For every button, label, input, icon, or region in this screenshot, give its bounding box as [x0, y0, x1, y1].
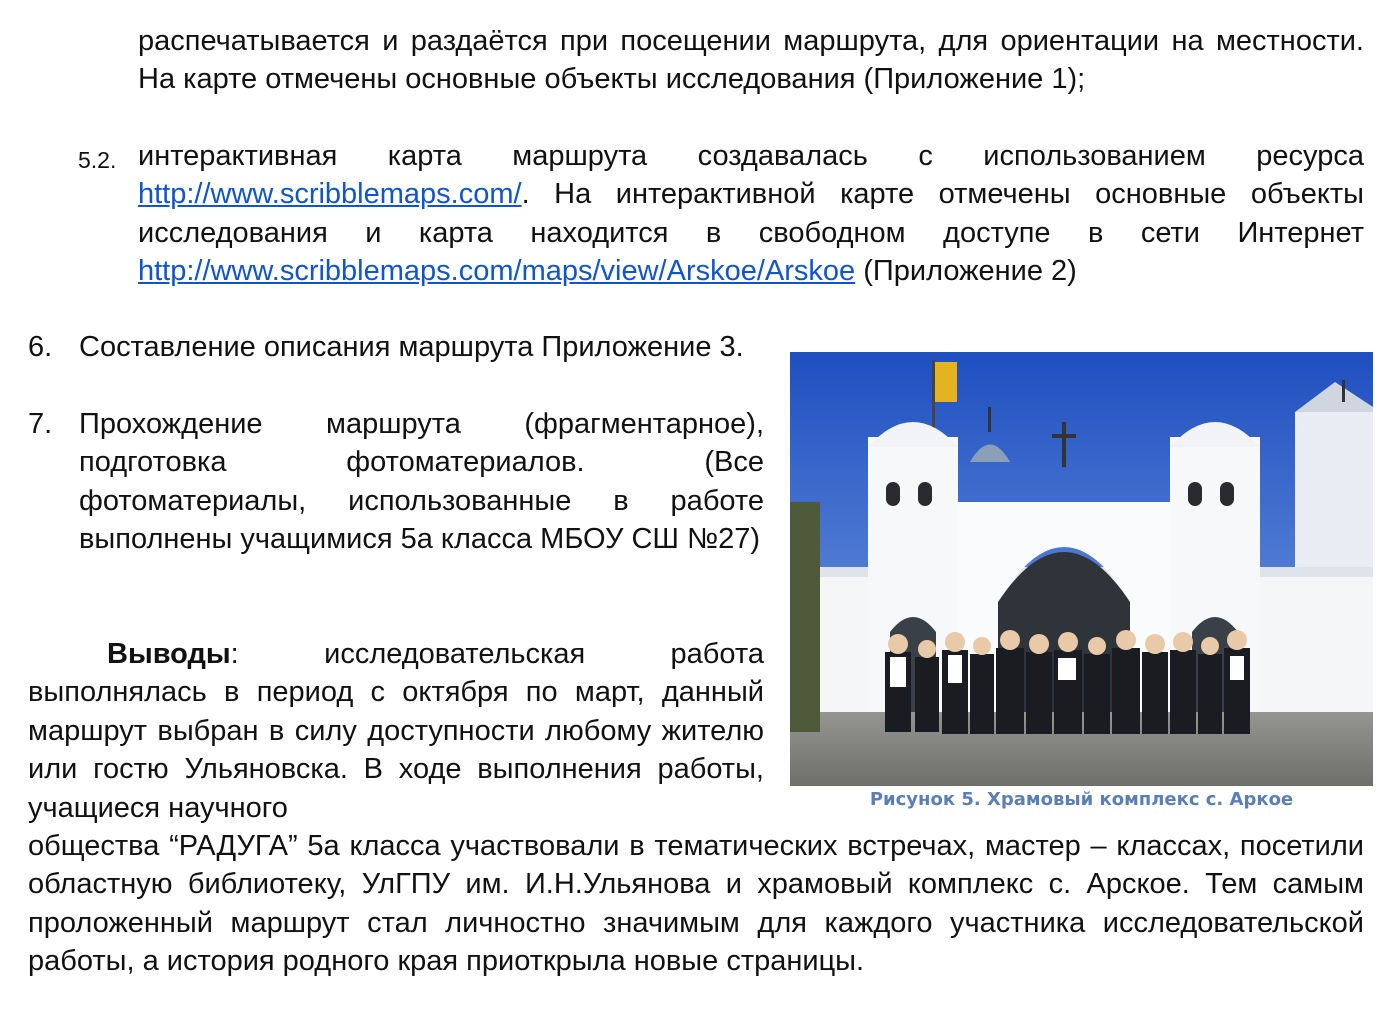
- list-number-6: 6.: [28, 331, 53, 363]
- conclusion-paragraph-end: общества “РАДУГА” 5а класса участвовали в тематических встречах, мастер – классах, посетили областную библиотеку, УлГПУ им. И.Н.Ульянова и храмовый комплекс с. Арское. Тем самым проложенный маршрут стал личностно значимым для каждого участника исследовательской работы, а история родного края приоткрыла новые страницы.: [28, 830, 1364, 978]
- arskoe-map-link[interactable]: http://www.scribblemaps.com/maps/view/Arskoe/Arskoe: [138, 255, 856, 288]
- list-item-5-2: [138, 137, 1364, 291]
- conclusion-colon: :: [230, 638, 325, 670]
- conclusion-text-beside-photo: исследовательская работа выполнялась в период с октября по март, данный маршрут выбран в силу доступности любому жителю или гостю Ульяновска. В ходе выполнения работы, учащиеся научного: [28, 638, 764, 824]
- list-item-5-2-text-a: интерактивная карта маршрута создавалась с использованием ресурса: [138, 140, 1364, 172]
- list-number-7: 7.: [28, 408, 53, 440]
- list-item-5-1-continuation: распечатывается и раздаётся при посещении маршрута, для ориентации на местности. На карте отмечены основные объекты исследования (Приложение 1);: [138, 25, 1364, 96]
- list-item-5-2-text-c: (Приложение 2): [855, 255, 1077, 288]
- figure-caption: Рисунок 5. Храмовый комплекс с. Аркое: [869, 789, 1294, 810]
- list-item-7: Прохождение маршрута (фрагментарное), подготовка фотоматериалов. (Все фотоматериалы, использованные в работе выполнены учащимися 5а класса МБОУ СШ №27): [79, 408, 764, 556]
- list-item-5-2-text-b: . На интерактивной карте отмечены основные объекты исследования и карта находится в свободном доступе в сети Интернет: [138, 178, 1364, 249]
- scribblemaps-link[interactable]: http://www.scribblemaps.com/: [138, 178, 522, 211]
- list-item-6: Составление описания маршрута Приложение 3.: [79, 331, 744, 363]
- conclusion-paragraph-start: [28, 635, 764, 827]
- list-number-5-2: 5.2.: [78, 147, 117, 173]
- conclusion-heading: Выводы: [107, 638, 231, 670]
- temple-complex-photo: [790, 352, 1373, 786]
